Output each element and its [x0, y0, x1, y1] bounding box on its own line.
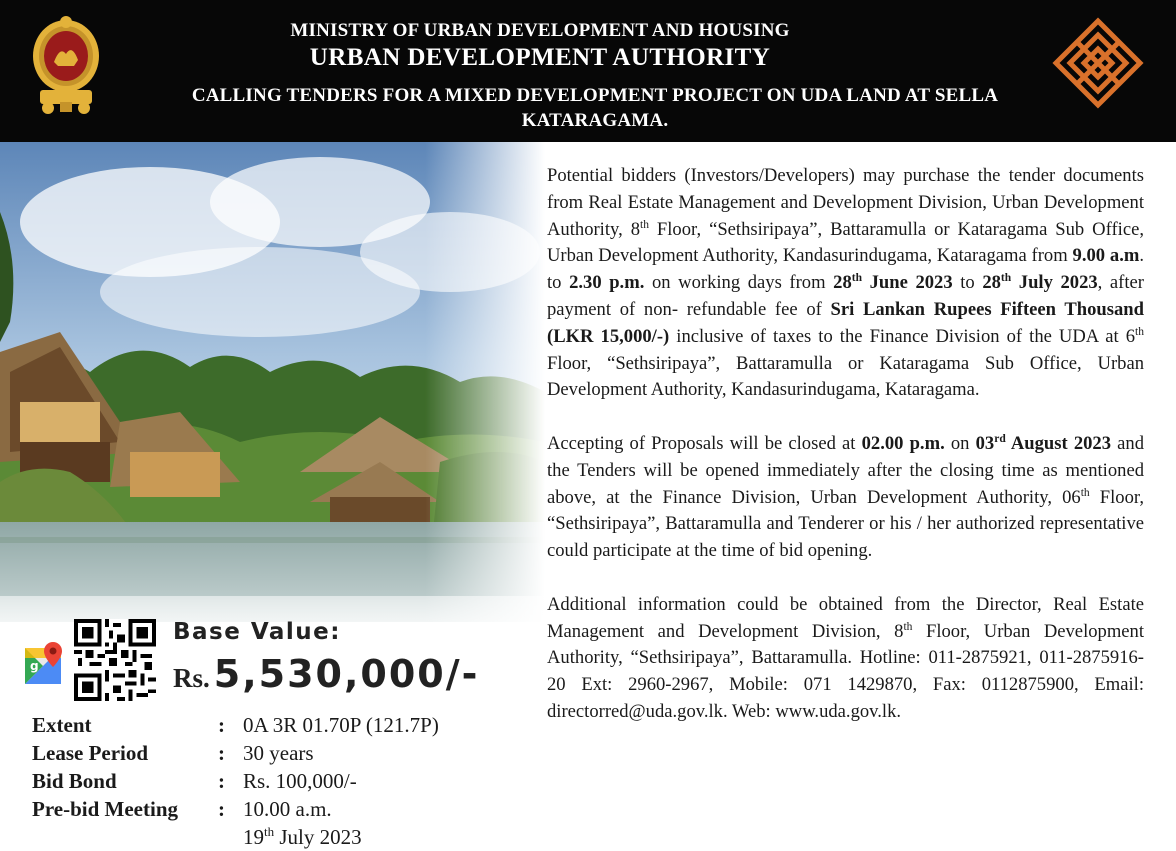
qr-code-icon[interactable]	[74, 619, 156, 701]
svg-text:g: g	[30, 659, 39, 673]
spec-key: Pre-bid Meeting	[32, 797, 178, 821]
header-banner	[0, 0, 1176, 142]
base-value-label: Base Value:	[173, 619, 341, 645]
spec-value: Rs. 100,000/-	[243, 769, 357, 793]
base-value	[173, 652, 479, 696]
notice-title: CALLING TENDERS FOR A MIXED DEVELOPMENT PROJECT ON UDA LAND AT SELLA KATARAGAMA.	[191, 85, 999, 131]
uda-logo-icon	[1052, 17, 1144, 109]
spec-colon: :	[218, 713, 225, 737]
ministry-title: MINISTRY OF URBAN DEVELOPMENT AND HOUSING	[290, 20, 790, 41]
spec-colon: :	[218, 769, 225, 793]
spec-key: Bid Bond	[32, 769, 117, 793]
authority-title: URBAN DEVELOPMENT AUTHORITY	[309, 44, 771, 71]
paragraph-purchase-documents: Potential bidders (Investors/Developers) may purchase the tender documents from Real Estate Management and Development Division, Urban Development Authority, 8th Floor, “Sethsiripaya”, Battaramulla or Kataragama Sub Office, Urban Development Authority, Kandasurindugama, Kataragama from 9.00 a.m. to 2.30 p.m. on working days from 28th June 2023 to 28th July 2023, after payment of non- refundable fee of Sri Lankan Rupees Fifteen Thousand (LKR 15,000/-) inclusive of taxes to the Finance Division of the UDA at 6th Floor, “Sethsiripaya”, Battaramulla or Kataragama Sub Office, Urban Development Authority, Kandasurindugama, Kataragama.	[547, 165, 1144, 401]
pre-bid-day-suffix: th	[264, 824, 275, 839]
resort-photo	[0, 142, 545, 622]
spec-key: Extent	[32, 713, 92, 737]
base-value-amount: 5,530,000/-	[213, 652, 480, 696]
spec-colon: :	[218, 797, 225, 821]
pre-bid-day: 19	[243, 825, 264, 849]
paragraph-contact-info: Additional information could be obtained from the Director, Real Estate Management and Development Division, 8th Floor, Urban Development Authority, “Sethsiripaya”, Battaramulla. Hotline: 011-2875921, 011-2875916-20 Ext: 2960-2967, Mobile: 071 1429870, Fax: 0112875900, Email: directorred@uda.gov.lk. Web: www.uda.gov.lk.	[547, 593, 1145, 722]
google-maps-icon[interactable]	[25, 640, 67, 686]
spec-value: 0A 3R 01.70P (121.7P)	[243, 713, 439, 737]
spec-key: Lease Period	[32, 741, 149, 765]
spec-value: 30 years	[243, 741, 314, 765]
spec-value: 10.00 a.m.	[243, 797, 332, 821]
paragraph-closing-date: Accepting of Proposals will be closed at 02.00 p.m. on 03rd August 2023 and the Tenders will be opened immediately after the closing time as mentioned above, at the Finance Division, Urban Development Authority, 06th Floor, “Sethsiripaya”, Battaramulla and Tenderer or his / her authorized representative could participate at the time of bid opening.	[547, 432, 1145, 562]
spec-colon: :	[218, 741, 225, 765]
currency-label: Rs.	[173, 663, 210, 693]
tender-details	[547, 163, 1144, 726]
pre-bid-month-year: July 2023	[274, 825, 362, 849]
